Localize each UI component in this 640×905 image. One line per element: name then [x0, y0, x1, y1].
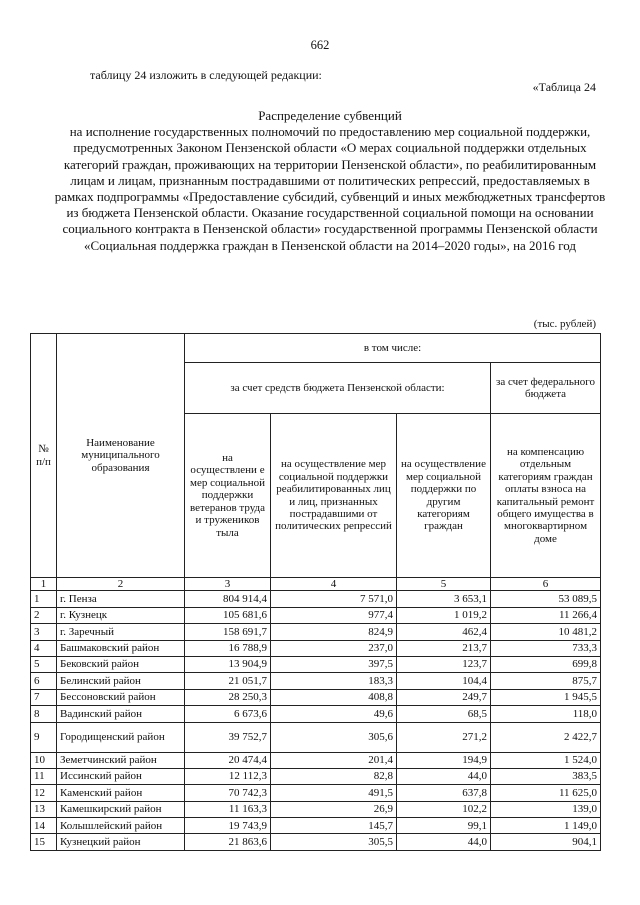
value-col3: 12 112,3 — [185, 768, 271, 784]
value-col5: 249,7 — [397, 689, 491, 705]
municipality-name: Бессоновский район — [57, 689, 185, 705]
value-col4: 305,5 — [271, 834, 397, 850]
row-number: 6 — [31, 673, 57, 689]
table-row — [31, 624, 601, 640]
municipality-name: Колышлейский район — [57, 818, 185, 834]
municipality-name: г. Пенза — [57, 591, 185, 607]
row-number: 1 — [31, 591, 57, 607]
row-number: 7 — [31, 689, 57, 705]
municipality-name: г. Заречный — [57, 624, 185, 640]
row-number: 12 — [31, 785, 57, 801]
municipality-name: Земетчинский район — [57, 752, 185, 768]
col-number: 5 — [397, 578, 491, 591]
value-col6: 875,7 — [491, 673, 601, 689]
value-col6: 118,0 — [491, 706, 601, 722]
table-reference: «Таблица 24 — [532, 80, 596, 94]
municipality-name: г. Кузнецк — [57, 607, 185, 623]
value-col4: 7 571,0 — [271, 591, 397, 607]
row-number: 8 — [31, 706, 57, 722]
row-number: 4 — [31, 640, 57, 656]
intro-text: таблицу 24 изложить в следующей редакции: — [90, 68, 322, 82]
row-number: 9 — [31, 722, 57, 752]
value-col3: 105 681,6 — [185, 607, 271, 623]
value-col5: 637,8 — [397, 785, 491, 801]
column-number-row — [31, 578, 601, 591]
table-row — [31, 818, 601, 834]
value-col4: 977,4 — [271, 607, 397, 623]
value-col4: 26,9 — [271, 801, 397, 817]
table-row — [31, 834, 601, 850]
value-col6: 11 266,4 — [491, 607, 601, 623]
row-number: 3 — [31, 624, 57, 640]
row-number: 2 — [31, 607, 57, 623]
row-number: 13 — [31, 801, 57, 817]
value-col3: 804 914,4 — [185, 591, 271, 607]
header-col3: на осуществлени е мер социальной поддержки ветеранов труда и тружеников тыла — [185, 414, 271, 578]
table-row — [31, 591, 601, 607]
municipality-name: Белинский район — [57, 673, 185, 689]
value-col5: 44,0 — [397, 768, 491, 784]
col-number: 2 — [57, 578, 185, 591]
value-col6: 139,0 — [491, 801, 601, 817]
value-col3: 16 788,9 — [185, 640, 271, 656]
table-row — [31, 722, 601, 752]
value-col5: 462,4 — [397, 624, 491, 640]
value-col3: 20 474,4 — [185, 752, 271, 768]
value-col6: 733,3 — [491, 640, 601, 656]
subventions-table — [30, 333, 601, 851]
row-number: 11 — [31, 768, 57, 784]
header-federal-budget: за счет федерального бюджета — [491, 363, 601, 414]
value-col5: 213,7 — [397, 640, 491, 656]
value-col3: 39 752,7 — [185, 722, 271, 752]
municipality-name: Каменский район — [57, 785, 185, 801]
value-col5: 44,0 — [397, 834, 491, 850]
municipality-name: Бековский район — [57, 656, 185, 672]
col-number: 3 — [185, 578, 271, 591]
municipality-name: Городищенский район — [57, 722, 185, 752]
value-col4: 82,8 — [271, 768, 397, 784]
value-col6: 53 089,5 — [491, 591, 601, 607]
value-col5: 102,2 — [397, 801, 491, 817]
table-row — [31, 785, 601, 801]
value-col4: 145,7 — [271, 818, 397, 834]
value-col6: 383,5 — [491, 768, 601, 784]
value-col5: 99,1 — [397, 818, 491, 834]
header-col6: на компенсацию отдельным категориям граждан оплаты взноса на капитальный ремонт общего имущества в многоквартирном доме — [491, 414, 601, 578]
value-col4: 49,6 — [271, 706, 397, 722]
table-row — [31, 673, 601, 689]
table-row — [31, 768, 601, 784]
header-name: Наименование муниципального образования — [57, 334, 185, 578]
header-regional-budget: за счет средств бюджета Пензенской области: — [185, 363, 491, 414]
value-col5: 123,7 — [397, 656, 491, 672]
municipality-name: Вадинский район — [57, 706, 185, 722]
value-col6: 1 149,0 — [491, 818, 601, 834]
col-number: 6 — [491, 578, 601, 591]
value-col4: 237,0 — [271, 640, 397, 656]
table-row — [31, 801, 601, 817]
value-col6: 1 945,5 — [491, 689, 601, 705]
col-number: 1 — [31, 578, 57, 591]
header-including: в том числе: — [185, 334, 601, 363]
value-col5: 3 653,1 — [397, 591, 491, 607]
header-col5: на осуществление мер социальной поддержки по другим категориям граждан — [397, 414, 491, 578]
title-body: на исполнение государственных полномочий по предоставлению мер социальной поддержки, предусмотренных Законом Пензенской области «О мерах социальной поддержки отдельных категорий граждан, проживающих на территории Пензенской области», по реабилитированным лицам и лицам, признанным пострадавшими от политических репрессий, предоставляемых в рамках подпрограммы «Предоставление субсидий, субвенций и иных межбюджетных трансфертов из бюджета Пензенской области. Оказание государственной социальной помощи на основании социального контракта в Пензенской области» государственной программы Пензенской области «Социальная поддержка граждан в Пензенской области на 2014–2020 годы», на 2016 год — [54, 124, 606, 253]
table-body — [31, 591, 601, 850]
value-col5: 104,4 — [397, 673, 491, 689]
row-number: 5 — [31, 656, 57, 672]
municipality-name: Башмаковский район — [57, 640, 185, 656]
row-number: 15 — [31, 834, 57, 850]
value-col3: 13 904,9 — [185, 656, 271, 672]
value-col6: 699,8 — [491, 656, 601, 672]
table-row — [31, 752, 601, 768]
value-col4: 824,9 — [271, 624, 397, 640]
value-col4: 408,8 — [271, 689, 397, 705]
value-col3: 28 250,3 — [185, 689, 271, 705]
value-col6: 2 422,7 — [491, 722, 601, 752]
table-title — [50, 108, 610, 254]
value-col4: 201,4 — [271, 752, 397, 768]
value-col4: 183,3 — [271, 673, 397, 689]
table-row — [31, 689, 601, 705]
municipality-name: Кузнецкий район — [57, 834, 185, 850]
row-number: 10 — [31, 752, 57, 768]
value-col3: 70 742,3 — [185, 785, 271, 801]
value-col4: 397,5 — [271, 656, 397, 672]
value-col5: 1 019,2 — [397, 607, 491, 623]
table-row — [31, 640, 601, 656]
value-col3: 21 863,6 — [185, 834, 271, 850]
table-row — [31, 656, 601, 672]
value-col4: 305,6 — [271, 722, 397, 752]
header-col4: на осуществление мер социальной поддержки реабилитированных лиц и лиц, признанных пострадавшими от политических репрессий — [271, 414, 397, 578]
value-col5: 68,5 — [397, 706, 491, 722]
value-col3: 6 673,6 — [185, 706, 271, 722]
value-col3: 158 691,7 — [185, 624, 271, 640]
header-num: № п/п — [31, 334, 57, 578]
value-col6: 1 524,0 — [491, 752, 601, 768]
page-number: 662 — [310, 38, 330, 52]
table-row — [31, 706, 601, 722]
value-col3: 19 743,9 — [185, 818, 271, 834]
row-number: 14 — [31, 818, 57, 834]
value-col6: 904,1 — [491, 834, 601, 850]
value-col5: 271,2 — [397, 722, 491, 752]
municipality-name: Иссинский район — [57, 768, 185, 784]
value-col3: 11 163,3 — [185, 801, 271, 817]
value-col4: 491,5 — [271, 785, 397, 801]
value-col3: 21 051,7 — [185, 673, 271, 689]
col-number: 4 — [271, 578, 397, 591]
title-heading: Распределение субвенций — [258, 108, 402, 123]
value-col5: 194,9 — [397, 752, 491, 768]
municipality-name: Камешкирский район — [57, 801, 185, 817]
value-col6: 10 481,2 — [491, 624, 601, 640]
table-row — [31, 607, 601, 623]
units-label: (тыс. рублей) — [533, 318, 596, 330]
value-col6: 11 625,0 — [491, 785, 601, 801]
